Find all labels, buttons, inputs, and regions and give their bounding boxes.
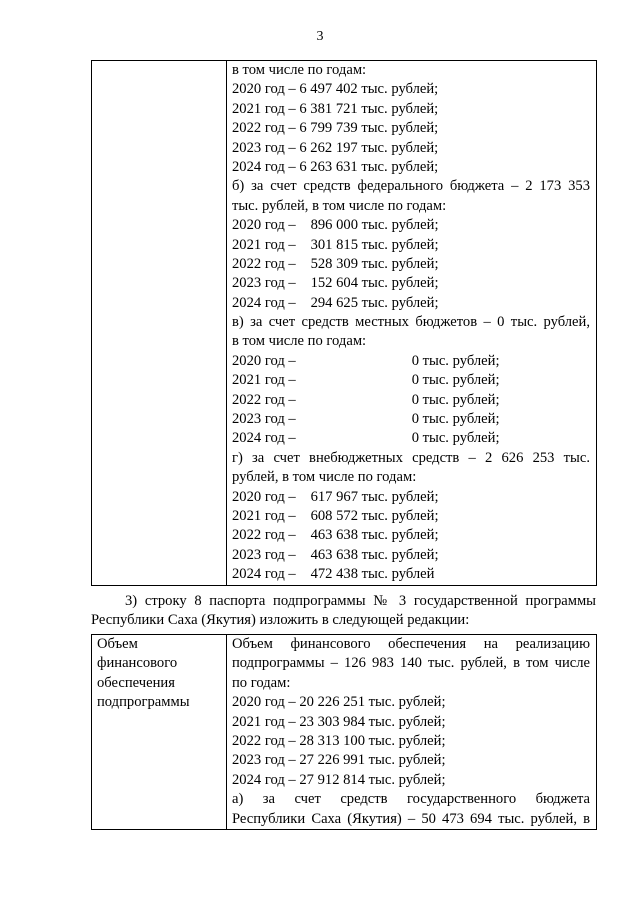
- unit: тыс. рублей;: [419, 372, 500, 389]
- amount: 152 604: [310, 275, 358, 292]
- amount: 608 572: [310, 507, 358, 524]
- intro-line: по годам:: [232, 674, 291, 691]
- amount: 472 438: [310, 566, 358, 583]
- unit: тыс. рублей;: [358, 546, 439, 563]
- unit: тыс. рублей;: [419, 352, 500, 369]
- amount: 0: [411, 411, 419, 428]
- extra-year-row: [232, 546, 590, 565]
- year-label: 2022 год –: [232, 255, 296, 272]
- extra-budget-subheading: рублей, в том числе по годам:: [232, 469, 417, 486]
- amount: 617 967: [310, 488, 358, 505]
- year-line: 2020 год – 20 226 251 тыс. рублей;: [232, 694, 446, 711]
- year-label: 2023 год –: [232, 411, 296, 428]
- unit: тыс. рублей;: [419, 411, 500, 428]
- amendment-paragraph: [91, 592, 596, 631]
- unit: тыс. рублей;: [358, 488, 439, 505]
- year-label: 2020 год –: [232, 217, 296, 234]
- year-label: 2023 год –: [232, 546, 296, 563]
- unit: тыс. рублей;: [358, 255, 439, 272]
- left-label-line: Объем: [97, 636, 138, 652]
- amount: 528 309: [310, 255, 358, 272]
- local-year-row: [232, 352, 590, 371]
- year-line: 2021 год – 6 381 721 тыс. рублей;: [232, 100, 439, 117]
- unit: тыс. рублей;: [358, 527, 439, 544]
- year-line: 2020 год – 6 497 402 тыс. рублей;: [232, 81, 439, 98]
- amount: 0: [411, 391, 419, 408]
- amount: 463 638: [310, 546, 358, 563]
- year-line: 2022 год – 28 313 100 тыс. рублей;: [232, 732, 446, 749]
- state-budget-line: Республики Саха (Якутия) – 50 473 694 тыс. рублей, в: [232, 810, 590, 827]
- year-line: 2022 год – 6 799 739 тыс. рублей;: [232, 120, 439, 137]
- table2-right-cell: [227, 635, 597, 830]
- year-line: 2023 год – 6 262 197 тыс. рублей;: [232, 139, 439, 156]
- year-label: 2022 год –: [232, 527, 296, 544]
- federal-budget-subheading: тыс. рублей, в том числе по годам:: [232, 197, 447, 214]
- local-year-row: [232, 410, 590, 429]
- extra-budget-heading: г) за счет внебюджетных средств – 2 626 253 тыс.: [232, 449, 590, 466]
- table1-right-cell: [227, 61, 597, 586]
- unit: тыс. рублей;: [358, 236, 439, 253]
- year-line: 2023 год – 27 226 991 тыс. рублей;: [232, 752, 446, 769]
- left-label-line: подпрограммы: [97, 694, 190, 711]
- unit: тыс. рублей;: [358, 507, 439, 524]
- year-label: 2024 год –: [232, 430, 296, 447]
- local-year-row: [232, 371, 590, 390]
- extra-year-row: [232, 507, 590, 526]
- federal-year-row: [232, 274, 590, 293]
- federal-year-row: [232, 216, 590, 235]
- unit: тыс. рублей;: [358, 294, 439, 311]
- left-label-line: обеспечения: [97, 674, 175, 691]
- federal-year-row: [232, 294, 590, 313]
- table1-left-cell: [92, 61, 227, 586]
- year-line: 2024 год – 27 912 814 тыс. рублей;: [232, 771, 446, 788]
- year-label: 2022 год –: [232, 391, 296, 408]
- year-line: 2021 год – 23 303 984 тыс. рублей;: [232, 713, 446, 730]
- amount: 463 638: [310, 527, 358, 544]
- year-label: 2024 год –: [232, 566, 296, 583]
- amount: 896 000: [310, 217, 358, 234]
- funding-table-continued: [91, 60, 597, 586]
- extra-year-row: [232, 565, 590, 584]
- year-label: 2021 год –: [232, 236, 296, 253]
- local-year-row: [232, 391, 590, 410]
- year-label: 2024 год –: [232, 294, 296, 311]
- state-budget-line: а) за счет средств государственного бюджета: [232, 791, 590, 808]
- year-label: 2020 год –: [232, 352, 296, 369]
- extra-year-row: [232, 526, 590, 545]
- left-label-line: финансового: [97, 655, 178, 672]
- unit: тыс. рублей;: [419, 391, 500, 408]
- unit: тыс. рублей;: [358, 275, 439, 292]
- year-label: 2023 год –: [232, 275, 296, 292]
- federal-year-row: [232, 255, 590, 274]
- unit: тыс. рублей;: [358, 217, 439, 234]
- paragraph-line: 3) строку 8 паспорта подпрограммы № 3 государственной программы: [125, 593, 596, 609]
- year-label: 2020 год –: [232, 488, 296, 505]
- unit: тыс. рублей: [358, 566, 435, 583]
- page-number: 3: [316, 29, 324, 44]
- paragraph-line: Республики Саха (Якутия) изложить в следующей редакции:: [91, 612, 470, 629]
- amount: 0: [411, 352, 419, 369]
- intro-line: в том числе по годам:: [232, 62, 367, 78]
- year-label: 2021 год –: [232, 507, 296, 524]
- extra-year-row: [232, 488, 590, 507]
- amount: 294 625: [310, 294, 358, 311]
- intro-line: Объем финансового обеспечения на реализацию: [232, 636, 590, 652]
- unit: тыс. рублей;: [419, 430, 500, 447]
- year-label: 2021 год –: [232, 372, 296, 389]
- local-year-row: [232, 429, 590, 448]
- year-line: 2024 год – 6 263 631 тыс. рублей;: [232, 158, 439, 175]
- intro-line: подпрограммы – 126 983 140 тыс. рублей, в том числе: [232, 655, 590, 672]
- federal-budget-heading: б) за счет средств федерального бюджета – 2 173 353: [232, 178, 590, 195]
- table2-left-cell: [92, 635, 227, 830]
- amount: 0: [411, 372, 419, 389]
- local-budget-subheading: в том числе по годам:: [232, 333, 367, 350]
- subprogram-funding-table: [91, 634, 597, 830]
- amount: 0: [411, 430, 419, 447]
- local-budget-heading: в) за счет средств местных бюджетов – 0 тыс. рублей,: [232, 314, 590, 331]
- federal-year-row: [232, 236, 590, 255]
- amount: 301 815: [310, 236, 358, 253]
